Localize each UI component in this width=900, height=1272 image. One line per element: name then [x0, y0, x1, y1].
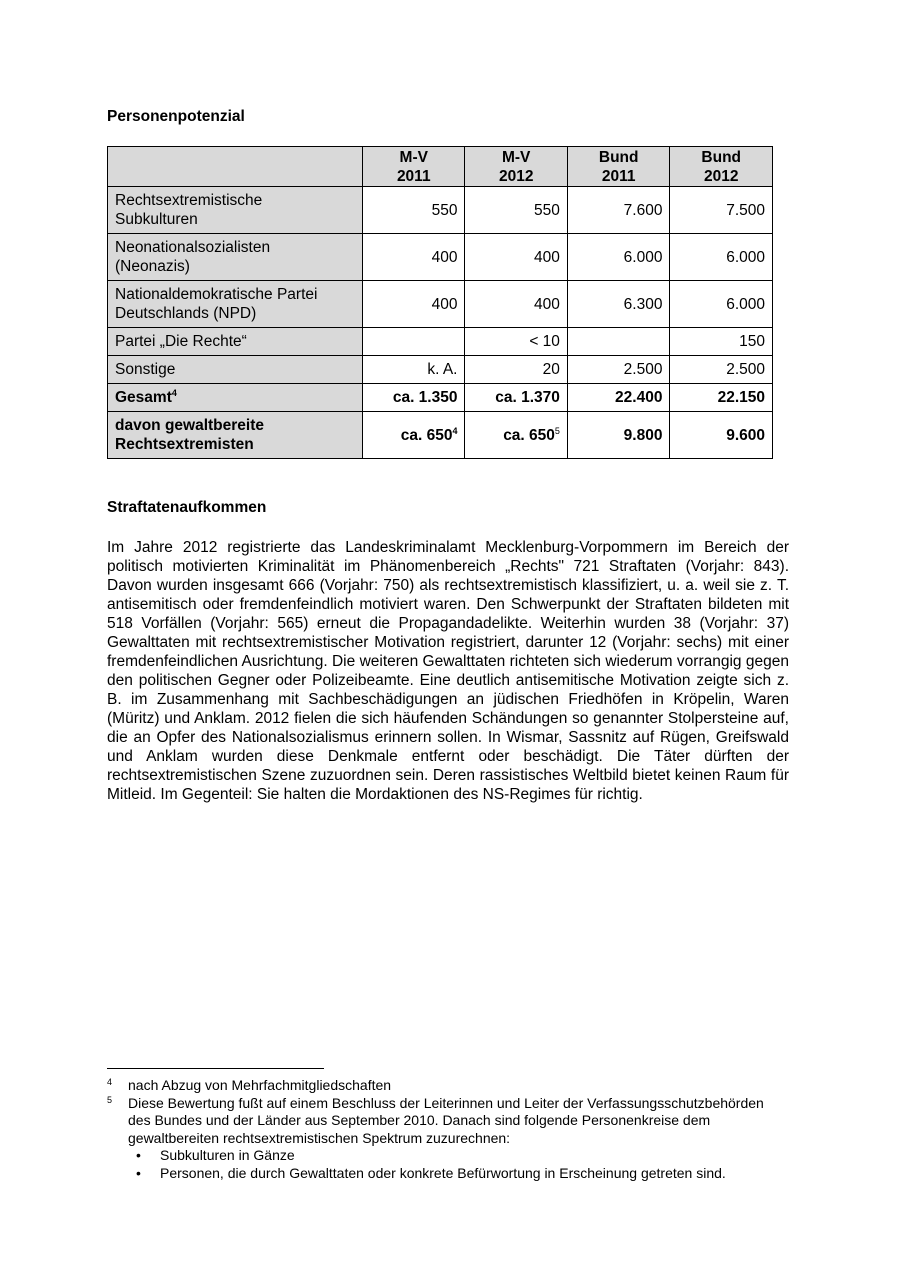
table-cell: 20 — [465, 356, 567, 384]
table-cell: 400 — [465, 281, 567, 328]
footnote-ref: 5 — [554, 425, 560, 436]
footnote-4 — [107, 1077, 787, 1095]
list-item: • Personen, die durch Gewalttaten oder konkrete Befürwortung in Erscheinung getreten sind. — [128, 1165, 787, 1183]
table-cell: 550 — [363, 187, 465, 234]
table-row — [108, 356, 773, 384]
table-cell: 9.600 — [670, 412, 773, 459]
table-cell — [363, 328, 465, 356]
table-row — [108, 234, 773, 281]
table-cell — [567, 328, 670, 356]
footnote-ref: 4 — [452, 425, 458, 436]
body-paragraph: Im Jahre 2012 registrierte das Landeskriminalamt Mecklenburg-Vorpommern im Bereich der politisch motivierten Kriminalität im Phänomenbereich „Rechts" 721 Straftaten (Vorjahr: 843). Davon wurden insgesamt 666 (Vorjahr: 750) als rechtsextremistisch klassifiziert, u. a. weil sie z. T. antisemitisch oder fremdenfeindlich motiviert waren. Den Schwerpunkt der Straftaten bildeten mit 518 Vorfällen (Vorjahr: 565) erneut die Propagandadelikte. Weiterhin wurden 38 (Vorjahr: 37) Gewalttaten mit rechtsextremistischer Motivation registriert, darunter 12 (Vorjahr: sechs) mit einer fremdenfeindlichen Ausrichtung. Die weiteren Gewalttaten richteten sich wiederum vorrangig gegen den politischen Gegner oder Polizeibeamte. Eine deutlich antisemitische Motivation zeigte sich z. B. im Zusammenhang mit Sachbeschädigungen an jüdischen Friedhöfen in Kröpelin, Waren (Müritz) und Anklam. 2012 fielen die sich häufenden Schändungen so genannter Stolpersteine auf, die an Opfer des Nationalsozialismus erinnern sollen. In Wismar, Sassnitz auf Rügen, Greifswald und Anklam wurden diese Denkmale entfernt oder beschädigt. Die Täter dürften der rechtsextremistischen Szene zuzuordnen sein. Deren rassistisches Weltbild bietet keinen Raum für Mitleid. Im Gegenteil: Sie halten die Mordaktionen des NS-Regimes für richtig. — [107, 539, 789, 803]
table-cell: 7.600 — [567, 187, 670, 234]
table-violent-row — [108, 412, 773, 459]
row-label: Partei „Die Rechte“ — [108, 328, 363, 356]
table-cell: 7.500 — [670, 187, 773, 234]
footnote-mark: 4 — [107, 1077, 113, 1087]
table-cell: 400 — [363, 234, 465, 281]
row-label: Rechtsextremistische Subkulturen — [108, 187, 363, 234]
header-empty-cell — [108, 147, 363, 187]
row-label: Nationaldemokratische Partei Deutschlands (NPD) — [108, 281, 363, 328]
table-cell: 22.150 — [670, 384, 773, 412]
column-header: M-V 2011 — [363, 147, 465, 187]
row-label: Gesamt$^4$ — [108, 384, 363, 412]
table-cell: ca. 1.350 — [363, 384, 465, 412]
table-cell: 400 — [465, 234, 567, 281]
row-label: Neonationalsozialisten (Neonazis) — [108, 234, 363, 281]
table-row — [108, 187, 773, 234]
table-cell: 2.500 — [567, 356, 670, 384]
table-cell: 550 — [465, 187, 567, 234]
section-heading-straftatenaufkommen: Straftatenaufkommen — [107, 499, 267, 516]
row-label: Sonstige — [108, 356, 363, 384]
table-cell: < 10 — [465, 328, 567, 356]
table-row — [108, 328, 773, 356]
footnote-text: nach Abzug von Mehrfachmitgliedschaften — [128, 1077, 392, 1093]
table-header-row — [108, 147, 773, 187]
footnote-bullet-list — [128, 1147, 787, 1182]
footnote-separator — [107, 1068, 324, 1069]
section-heading-personenpotenzial: Personenpotenzial — [107, 108, 245, 125]
column-header: Bund 2011 — [567, 147, 670, 187]
table-cell: ca. 1.370 — [465, 384, 567, 412]
column-header: Bund 2012 — [670, 147, 773, 187]
table-cell: 150 — [670, 328, 773, 356]
column-header: M-V 2012 — [465, 147, 567, 187]
table-cell: 6.000 — [670, 234, 773, 281]
footnote-mark: 5 — [107, 1094, 113, 1105]
table-cell: 6.300 — [567, 281, 670, 328]
table-cell: k. A. — [363, 356, 465, 384]
table-cell: 22.400 — [567, 384, 670, 412]
personenpotenzial-table — [107, 146, 773, 459]
table-cell: 400 — [363, 281, 465, 328]
table-cell: 2.500 — [670, 356, 773, 384]
list-item: • Subkulturen in Gänze — [128, 1147, 787, 1165]
table-row — [108, 281, 773, 328]
table-cell: ca. $650^5$ — [465, 412, 567, 459]
footnote-ref: 4 — [171, 388, 177, 398]
row-label: davon gewaltbereite Rechtsextremisten — [108, 412, 363, 459]
footnote-text: Diese Bewertung fußt auf einem Beschluss der Leiterinnen und Leiter der Verfassungsschutzbehörden des Bundes und der Länder aus September 2010. Danach sind folgende Personenkreise dem gewaltbereiten rechtsextremistischen Spektrum zuzurechnen: — [128, 1094, 764, 1146]
table-cell: ca. $650^4$ — [363, 412, 465, 459]
table-cell: 9.800 — [567, 412, 670, 459]
table-total-row — [108, 384, 773, 412]
table-cell: 6.000 — [670, 281, 773, 328]
footnotes — [107, 1077, 787, 1182]
footnote-5 — [107, 1095, 787, 1183]
table-cell: 6.000 — [567, 234, 670, 281]
